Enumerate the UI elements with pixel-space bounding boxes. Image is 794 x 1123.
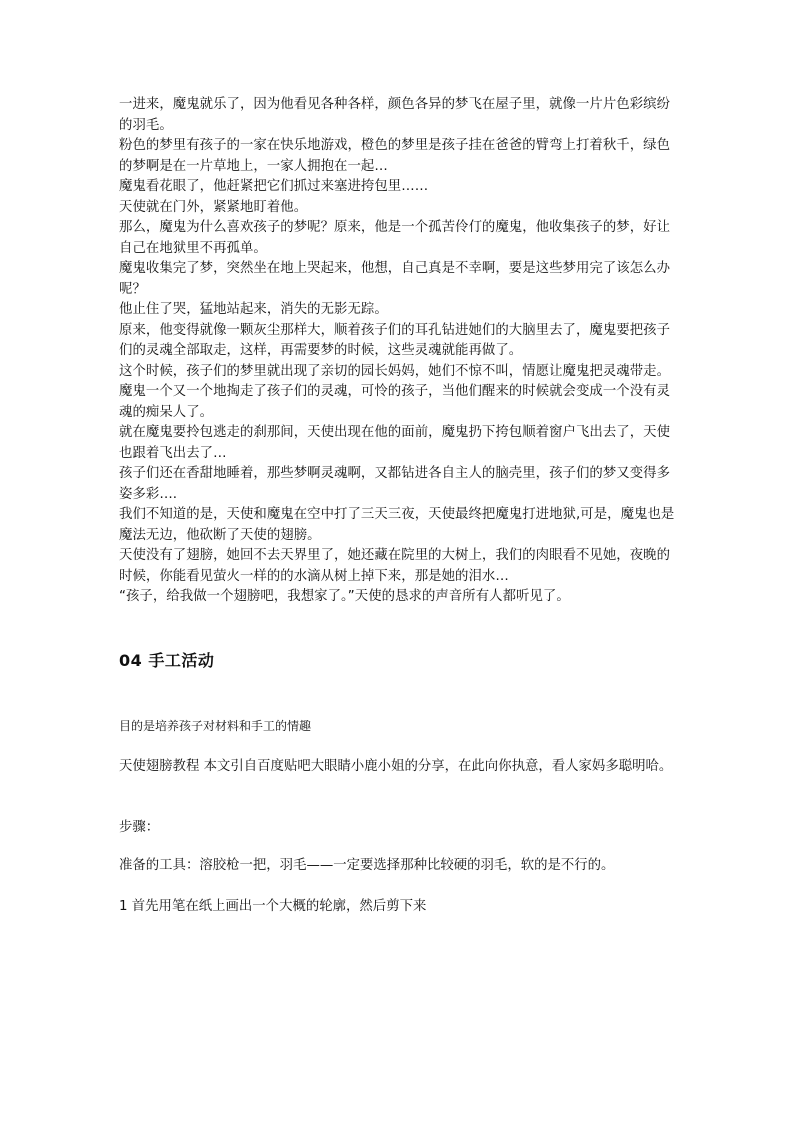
story-paragraph: 那么，魔鬼为什么喜欢孩子的梦呢？原来，他是一个孤苦伶仃的魔鬼，他收集孩子的梦，好让自己在地狱里不再孤单。	[119, 220, 671, 256]
story-paragraph: 孩子们还在香甜地睡着，那些梦啊灵魂啊，又都钻进各自主人的脑壳里，孩子们的梦又变得多姿多彩….	[119, 466, 671, 502]
story-paragraph: 魔鬼一个又一个地掏走了孩子们的灵魂，可怜的孩子，当他们醒来的时候就会变成一个没有灵魂的痴呆人了。	[119, 384, 671, 420]
story-paragraph: 天使没有了翅膀，她回不去天界里了，她还藏在院里的大树上，我们的肉眼看不见她，夜晚的时候，你能看见萤火一样的的水滴从树上掉下来，那是她的泪水…	[119, 548, 671, 584]
step-1-text: 1 首先用笔在纸上画出一个大概的轮廓，然后剪下来	[119, 899, 427, 914]
tutorial-intro: 天使翅膀教程 本文引自百度贴吧大眼睛小鹿小姐的分享，在此向你执意，看人家妈多聪明哈。	[119, 759, 673, 774]
story-paragraph: 原来，他变得就像一颗灰尘那样大，顺着孩子们的耳孔钻进她们的大脑里去了，魔鬼要把孩子们的灵魂全部取走，这样，再需要梦的时候，这些灵魂就能再做了。	[119, 322, 671, 358]
story-paragraph: 我们不知道的是，天使和魔鬼在空中打了三天三夜，天使最终把魔鬼打进地狱,可是，魔鬼也是魔法无边，他砍断了天使的翅膀。	[119, 507, 675, 543]
story-paragraph: 天使就在门外，紧紧地盯着他。	[119, 199, 308, 215]
section-title: 04 手工活动	[119, 651, 215, 670]
section-note: 目的是培养孩子对材料和手工的情趣	[119, 719, 312, 733]
tools-text: 准备的工具：溶胶枪一把，羽毛——一定要选择那种比较硬的羽毛，软的是不行的。	[119, 858, 615, 873]
story-paragraph: 魔鬼看花眼了，他赶紧把它们抓过来塞进挎包里……	[119, 179, 429, 194]
story-paragraph: 这个时候，孩子们的梦里就出现了亲切的园长妈妈，她们不惊不叫，情愿让魔鬼把灵魂带走。	[119, 363, 671, 379]
story-paragraph: 他止住了哭，猛地站起来，消失的无影无踪。	[119, 302, 388, 317]
story-paragraph: 就在魔鬼要拎包逃走的刹那间，天使出现在他的面前，魔鬼扔下挎包顺着窗户飞出去了，天使也跟着飞出去了…	[119, 425, 671, 461]
story-paragraph: “孩子，给我做一个翅膀吧，我想家了。”天使的恳求的声音所有人都听见了。	[119, 589, 570, 604]
steps-label: 步骤：	[119, 820, 160, 835]
story-text	[119, 95, 681, 608]
story-paragraph: 粉色的梦里有孩子的一家在快乐地游戏，橙色的梦里是孩子挂在爸爸的臂弯上打着秋千，绿色的梦啊是在一片草地上，一家人拥抱在一起…	[119, 138, 671, 174]
story-paragraph: 魔鬼收集完了梦，突然坐在地上哭起来，他想，自己真是不幸啊，要是这些梦用完了该怎么办呢？	[119, 261, 671, 297]
story-paragraph: 一进来，魔鬼就乐了，因为他看见各种各样，颜色各异的梦飞在屋子里，就像一片片色彩缤纷的羽毛。	[119, 97, 671, 133]
